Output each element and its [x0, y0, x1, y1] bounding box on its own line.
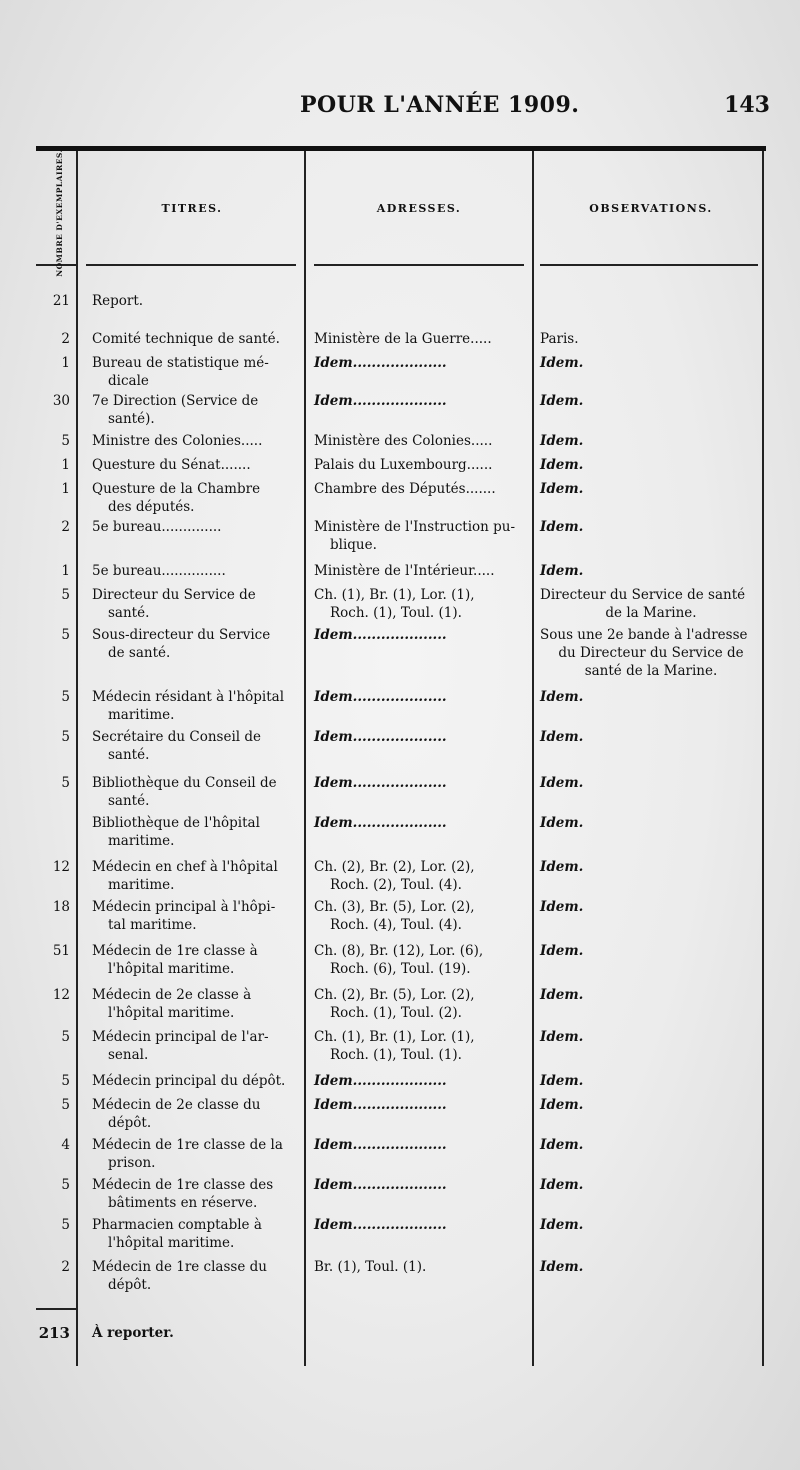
register-table [36, 146, 766, 1370]
entry-title-line: l'hôpital maritime. [108, 1235, 235, 1251]
entry-title-line: Report. [92, 293, 144, 309]
entry-title-line: Bibliothèque de l'hôpital [92, 815, 260, 831]
copies-count [36, 330, 70, 348]
entry-title [92, 688, 302, 724]
entry-title [92, 1028, 302, 1064]
entry-title-line: santé. [108, 793, 150, 809]
entry-address [314, 1072, 534, 1090]
entry-address [314, 392, 534, 410]
entry-observation [540, 1096, 762, 1114]
entry-title-line: Bureau de statistique mé- [92, 355, 269, 371]
entry-title [92, 728, 302, 764]
entry-address-line: Ch. (2), Br. (5), Lor. (2), [314, 987, 475, 1003]
entry-title-line: l'hôpital maritime. [108, 961, 235, 977]
copies-count [36, 480, 70, 498]
entry-title-line: Pharmacien comptable à [92, 1217, 262, 1233]
entry-observation-line: du Directeur du Service de [558, 645, 744, 661]
copies-count-line: 12 [52, 987, 70, 1003]
entry-address [314, 480, 534, 498]
entry-observation-line: Idem. [540, 1073, 584, 1089]
entry-address [314, 688, 534, 706]
entry-title [92, 518, 302, 536]
entry-address-line: Idem.................... [314, 815, 447, 831]
header-rule-titres [86, 264, 296, 266]
entry-address-line: Roch. (6), Toul. (19). [330, 961, 471, 977]
entry-title-line: 5e bureau.............. [92, 519, 222, 535]
entry-address [314, 898, 534, 934]
entry-address [314, 1028, 534, 1064]
entry-title-line: Médecin principal de l'ar- [92, 1029, 269, 1045]
copies-count-line: 213 [38, 1324, 70, 1342]
copies-count-line: 5 [61, 1097, 70, 1113]
entry-observation [540, 586, 762, 622]
copies-count [36, 392, 70, 410]
copies-count-line: 5 [61, 1217, 70, 1233]
entry-title-line: Médecin de 1re classe des [92, 1177, 274, 1193]
entry-title-line: dicale [108, 373, 149, 389]
entry-observation [540, 728, 762, 746]
entry-address-line: Ch. (2), Br. (2), Lor. (2), [314, 859, 475, 875]
copies-count [36, 1096, 70, 1114]
entry-address [314, 586, 534, 622]
copies-count-line: 2 [61, 1259, 70, 1275]
entry-address [314, 1176, 534, 1194]
copies-count-line: 1 [61, 355, 70, 371]
entry-title-line: senal. [108, 1047, 149, 1063]
copies-count-line: 5 [61, 775, 70, 791]
copies-count [36, 858, 70, 876]
column-heading-adresses: ADRESSES. [376, 202, 462, 215]
copies-count [36, 728, 70, 746]
copies-count-line: 1 [61, 481, 70, 497]
page-number: 143 [724, 92, 770, 118]
entry-title [92, 586, 302, 622]
entry-title-line: Questure du Sénat....... [92, 457, 251, 473]
entry-title [92, 432, 302, 450]
entry-title [92, 942, 302, 978]
entry-observation-line: santé de la Marine. [584, 663, 718, 679]
copies-count-line: 30 [52, 393, 70, 409]
entry-title-line: Médecin résidant à l'hôpital [92, 689, 285, 705]
entry-observation [540, 774, 762, 792]
copies-count-line: 5 [61, 1177, 70, 1193]
total-rule [36, 1308, 76, 1310]
entry-observation-line: Idem. [540, 355, 584, 371]
copies-count [36, 354, 70, 372]
entry-observation [540, 858, 762, 876]
entry-observation [540, 1176, 762, 1194]
copies-count-line: 5 [61, 1029, 70, 1045]
copies-count [36, 1258, 70, 1276]
entry-observation [540, 354, 762, 372]
entry-observation [540, 626, 762, 680]
entry-title [92, 898, 302, 934]
entry-observation [540, 1072, 762, 1090]
column-heading-observations: OBSERVATIONS. [589, 202, 713, 215]
entry-title [92, 456, 302, 474]
entry-address-line: Idem.................... [314, 1177, 447, 1193]
entry-observation-line: Idem. [540, 899, 584, 915]
copies-count [36, 1176, 70, 1194]
entry-title-line: de santé. [108, 645, 171, 661]
copies-count [36, 518, 70, 536]
copies-count [36, 986, 70, 1004]
entry-title [92, 1096, 302, 1132]
entry-address [314, 1216, 534, 1234]
entry-title-line: dépôt. [108, 1115, 152, 1131]
column-rule-1 [76, 151, 78, 1366]
entry-address-line: Ministère de l'Intérieur..... [314, 563, 495, 579]
header-rule-observations [540, 264, 758, 266]
entry-address [314, 986, 534, 1022]
copies-count-line: 21 [52, 293, 70, 309]
entry-observation-line: Idem. [540, 519, 584, 535]
entry-observation-line: Idem. [540, 1259, 584, 1275]
entry-title [92, 1136, 302, 1172]
entry-address [314, 456, 534, 474]
entry-address-line: Roch. (4), Toul. (4). [330, 917, 462, 933]
copies-count [36, 774, 70, 792]
entry-observation-line: Paris. [540, 331, 579, 347]
entry-title [92, 1072, 302, 1090]
copies-count [36, 1028, 70, 1046]
copies-count-line: 2 [61, 519, 70, 535]
table-top-rule [36, 146, 766, 151]
copies-count [36, 688, 70, 706]
entry-title-line: Secrétaire du Conseil de [92, 729, 262, 745]
entry-observation [540, 480, 762, 498]
entry-title-line: tal maritime. [108, 917, 197, 933]
copies-count [36, 898, 70, 916]
entry-observation [540, 518, 762, 536]
entry-address-line: Idem.................... [314, 1217, 447, 1233]
copies-count-line: 5 [61, 433, 70, 449]
entry-address [314, 858, 534, 894]
entry-address-line: Roch. (2), Toul. (4). [330, 877, 462, 893]
header-rule-adresses [314, 264, 524, 266]
copies-count [36, 942, 70, 960]
entry-observation-line: Directeur du Service de santé [540, 587, 746, 603]
entry-title-line: Ministre des Colonies..... [92, 433, 263, 449]
entry-address-line: Roch. (1), Toul. (2). [330, 1005, 462, 1021]
entry-title [92, 1258, 302, 1294]
copies-count [36, 456, 70, 474]
entry-observation-line: Idem. [540, 943, 584, 959]
entry-title [92, 986, 302, 1022]
entry-address-line: Ch. (3), Br. (5), Lor. (2), [314, 899, 475, 915]
entry-observation-line: Idem. [540, 689, 584, 705]
entry-address [314, 1258, 534, 1276]
copies-count-line: 1 [61, 563, 70, 579]
entry-title-line: santé. [108, 747, 150, 763]
entry-address [314, 942, 534, 978]
copies-count [36, 1136, 70, 1154]
entry-observation-line: Idem. [540, 1177, 584, 1193]
entry-address [314, 562, 534, 580]
entry-address-line: Idem.................... [314, 729, 447, 745]
entry-title-line: Questure de la Chambre [92, 481, 261, 497]
entry-address-line: Ch. (8), Br. (12), Lor. (6), [314, 943, 484, 959]
entry-observation [540, 1028, 762, 1046]
entry-address [314, 1136, 534, 1154]
entry-address [314, 626, 534, 644]
entry-observation-line: Sous une 2e bande à l'adresse [540, 627, 748, 643]
entry-title [92, 1176, 302, 1212]
copies-count-line: 5 [61, 689, 70, 705]
entry-observation-line: Idem. [540, 393, 584, 409]
entry-observation-line: Idem. [540, 563, 584, 579]
entry-address-line: Idem.................... [314, 1073, 447, 1089]
entry-title-line: Médecin principal à l'hôpi- [92, 899, 276, 915]
copies-count [36, 626, 70, 644]
copies-count [36, 1072, 70, 1090]
copies-count-line: 4 [61, 1137, 70, 1153]
entry-title-line: À reporter. [92, 1325, 174, 1341]
entry-address-line: Idem.................... [314, 689, 447, 705]
entry-observation-line: Idem. [540, 457, 584, 473]
entry-address [314, 728, 534, 746]
entry-title [92, 1324, 302, 1342]
entry-observation-line: Idem. [540, 815, 584, 831]
entry-observation [540, 432, 762, 450]
copies-count-line: 18 [52, 899, 70, 915]
entry-title [92, 330, 302, 348]
entry-title-line: santé. [108, 605, 150, 621]
entry-title [92, 774, 302, 810]
entry-address-line: Ch. (1), Br. (1), Lor. (1), [314, 1029, 475, 1045]
entry-observation-line: Idem. [540, 775, 584, 791]
entry-address-line: Idem.................... [314, 1097, 447, 1113]
entry-title-line: 7e Direction (Service de [92, 393, 259, 409]
entry-title-line: bâtiments en réserve. [108, 1195, 258, 1211]
entry-title-line: 5e bureau............... [92, 563, 226, 579]
entry-observation [540, 392, 762, 410]
copies-count [36, 432, 70, 450]
entry-title-line: Médecin de 2e classe à [92, 987, 252, 1003]
copies-count [36, 562, 70, 580]
entry-address-line: Idem.................... [314, 393, 447, 409]
copies-count-line: 1 [61, 457, 70, 473]
entry-title [92, 354, 302, 390]
entry-observation [540, 1216, 762, 1234]
entry-title-line: maritime. [108, 877, 175, 893]
copies-count [36, 1216, 70, 1234]
entry-title-line: santé). [108, 411, 155, 427]
entry-observation [540, 688, 762, 706]
entry-title [92, 562, 302, 580]
entry-address-line: Ministère de la Guerre..... [314, 331, 492, 347]
entry-observation-line: Idem. [540, 1137, 584, 1153]
entry-title-line: Médecin principal du dépôt. [92, 1073, 286, 1089]
entry-title-line: maritime. [108, 707, 175, 723]
entry-address [314, 774, 534, 792]
entry-address-line: Chambre des Députés....... [314, 481, 496, 497]
entry-title [92, 626, 302, 662]
column-rule-4 [762, 151, 764, 1366]
entry-title [92, 858, 302, 894]
entry-observation-line: Idem. [540, 481, 584, 497]
entry-title-line: Médecin en chef à l'hôpital [92, 859, 278, 875]
copies-count [36, 586, 70, 604]
entry-address-line: Roch. (1), Toul. (1). [330, 1047, 462, 1063]
entry-observation-line: Idem. [540, 987, 584, 1003]
copies-count-line: 5 [61, 1073, 70, 1089]
entry-title-line: l'hôpital maritime. [108, 1005, 235, 1021]
entry-address-line: Idem.................... [314, 355, 447, 371]
entry-title-line: des députés. [108, 499, 195, 515]
entry-title-line: dépôt. [108, 1277, 152, 1293]
entry-address [314, 330, 534, 348]
entry-address-line: Idem.................... [314, 775, 447, 791]
entry-address [314, 432, 534, 450]
entry-title-line: Sous-directeur du Service [92, 627, 271, 643]
entry-observation-line: Idem. [540, 1097, 584, 1113]
entry-title-line: Médecin de 1re classe de la [92, 1137, 283, 1153]
entry-title-line: Médecin de 1re classe du [92, 1259, 267, 1275]
entry-observation [540, 456, 762, 474]
copies-count [36, 1324, 70, 1342]
entry-title [92, 814, 302, 850]
entry-title-line: Comité technique de santé. [92, 331, 280, 347]
copies-count-line: 5 [61, 627, 70, 643]
entry-title-line: Médecin de 2e classe du [92, 1097, 261, 1113]
entry-address [314, 518, 534, 554]
entry-address [314, 1096, 534, 1114]
entry-observation-line: Idem. [540, 433, 584, 449]
entry-address-line: Ministère de l'Instruction pu- [314, 519, 516, 535]
entry-address-line: Ch. (1), Br. (1), Lor. (1), [314, 587, 475, 603]
copies-count-line: 12 [52, 859, 70, 875]
entry-observation [540, 1136, 762, 1154]
entry-title [92, 1216, 302, 1252]
entry-address-line: Br. (1), Toul. (1). [314, 1259, 427, 1275]
entry-address-line: Ministère des Colonies..... [314, 433, 493, 449]
entry-observation [540, 1258, 762, 1276]
running-title: POUR L'ANNÉE 1909. [300, 92, 580, 118]
entry-observation [540, 814, 762, 832]
entry-title-line: prison. [108, 1155, 156, 1171]
entry-title [92, 392, 302, 428]
entry-observation-line: de la Marine. [605, 605, 697, 621]
entry-observation [540, 942, 762, 960]
column-rule-2 [304, 151, 306, 1366]
entry-title-line: Bibliothèque du Conseil de [92, 775, 277, 791]
column-heading-titres: TITRES. [161, 202, 223, 215]
entry-address-line: Idem.................... [314, 1137, 447, 1153]
copies-count-line: 2 [61, 331, 70, 347]
column-heading-nombre: NOMBRE D'EXEMPLAIRES. [55, 149, 64, 277]
entry-observation-line: Idem. [540, 1217, 584, 1233]
entry-observation-line: Idem. [540, 859, 584, 875]
entry-title-line: Directeur du Service de [92, 587, 256, 603]
entry-title-line: maritime. [108, 833, 175, 849]
copies-count-line: 51 [52, 943, 70, 959]
copies-count [36, 292, 70, 310]
entry-address-line: Roch. (1), Toul. (1). [330, 605, 462, 621]
entry-observation-line: Idem. [540, 729, 584, 745]
copies-count-line: 5 [61, 729, 70, 745]
entry-observation [540, 986, 762, 1004]
entry-title [92, 292, 302, 310]
copies-count-line: 5 [61, 587, 70, 603]
entry-title-line: Médecin de 1re classe à [92, 943, 258, 959]
entry-observation [540, 562, 762, 580]
page-header [0, 92, 800, 126]
entry-address-line: Palais du Luxembourg...... [314, 457, 493, 473]
entry-address [314, 354, 534, 372]
entry-observation [540, 898, 762, 916]
entry-observation-line: Idem. [540, 1029, 584, 1045]
entry-observation [540, 330, 762, 348]
entry-address [314, 814, 534, 832]
entry-title [92, 480, 302, 516]
entry-address-line: Idem.................... [314, 627, 447, 643]
entry-address-line: blique. [330, 537, 377, 553]
